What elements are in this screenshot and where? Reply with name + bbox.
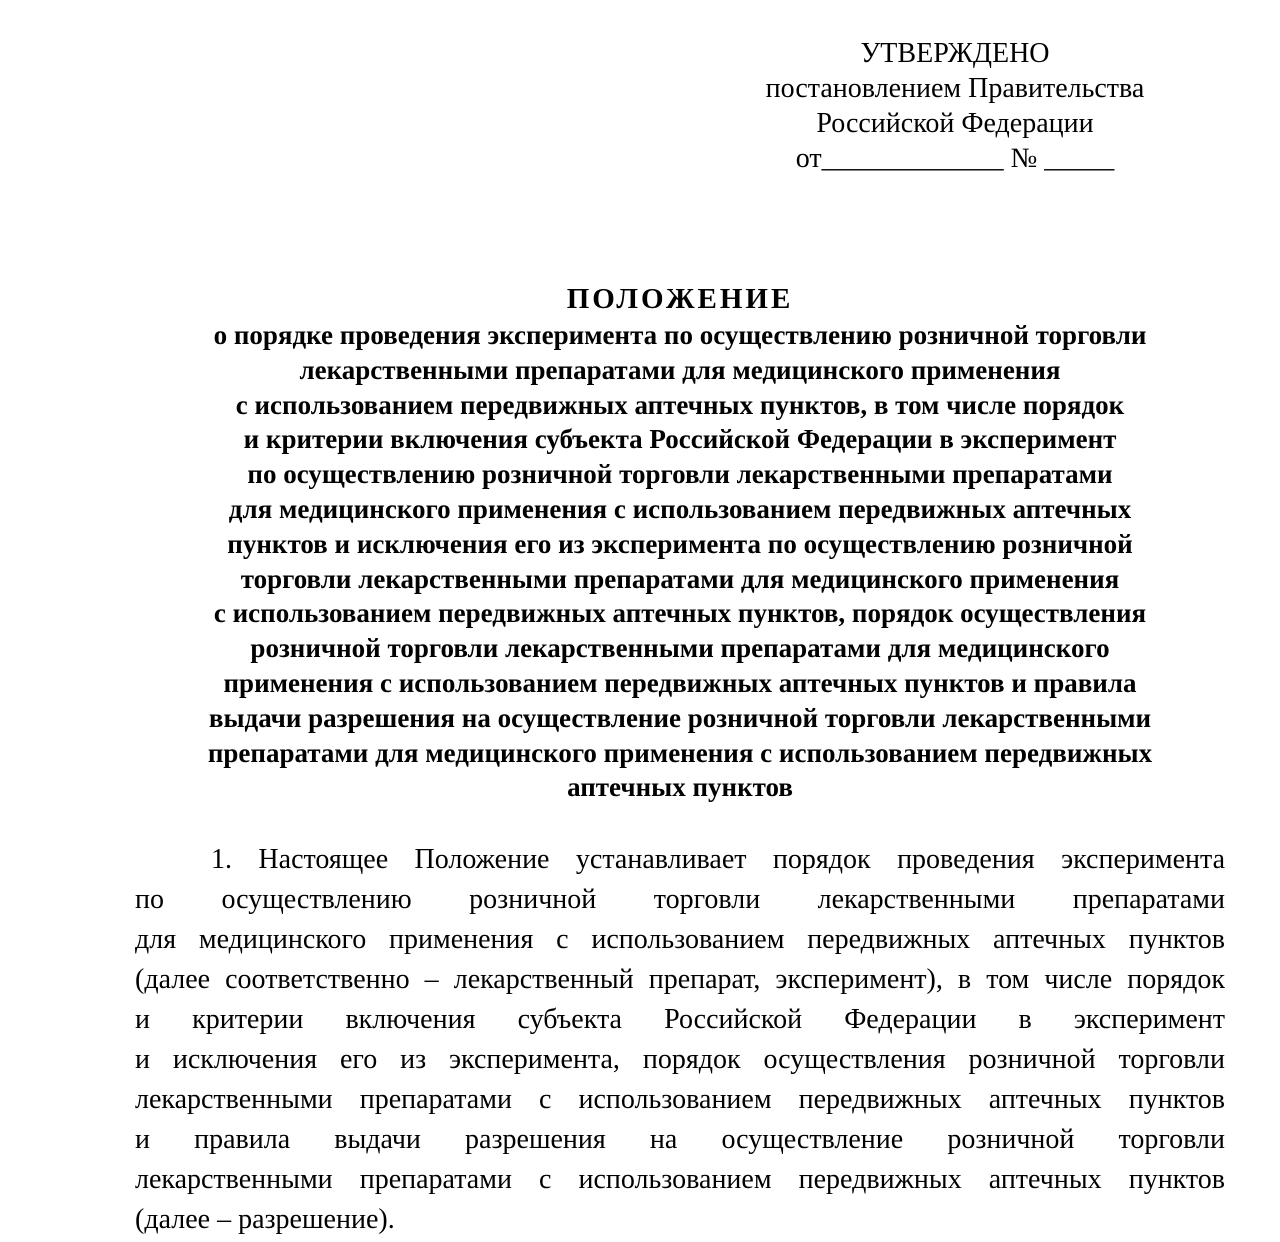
approval-authority: постановлением Правительства	[765, 73, 1145, 104]
subtitle-line: торговли лекарственными препаратами для медицинского применения	[240, 563, 1120, 594]
subtitle-line: препаратами для медицинского применения с использованием передвижных	[207, 737, 1153, 768]
subtitle-line: пунктов и исключения его из эксперимента по осуществлению розничной	[227, 528, 1133, 559]
subtitle-line: и критерии включения субъекта Российской Федерации в эксперимент	[243, 424, 1117, 455]
paragraph-line: лекарственными препаратами с использованием передвижных аптечных пунктов	[135, 1164, 1225, 1195]
paragraph-line: (далее соответственно – лекарственный препарат, эксперимент), в том числе порядок	[135, 964, 1225, 995]
approval-stamp	[700, 36, 1210, 176]
paragraph-1	[135, 840, 1225, 1240]
document-subtitle	[100, 318, 1260, 805]
subtitle-line: о порядке проведения эксперимента по осуществлению розничной торговли	[213, 320, 1147, 350]
subtitle-line: аптечных пунктов	[567, 772, 793, 803]
document-title-block	[100, 280, 1260, 805]
subtitle-line: выдачи разрешения на осуществление розничной торговли лекарственными	[208, 702, 1152, 733]
subtitle-line: для медицинского применения с использованием передвижных аптечных	[228, 493, 1132, 524]
paragraph-line: и исключения его из эксперимента, порядок осуществления розничной торговли	[135, 1044, 1225, 1075]
approval-authority-country: Российской Федерации	[816, 108, 1094, 139]
subtitle-line: розничной торговли лекарственными препаратами для медицинского	[250, 633, 1110, 664]
paragraph-line: по осуществлению розничной торговли лекарственными препаратами	[135, 884, 1225, 915]
approval-heading: УТВЕРЖДЕНО	[860, 38, 1050, 69]
subtitle-line: с использованием передвижных аптечных пунктов, в том числе порядок	[235, 389, 1125, 420]
paragraph-line: лекарственными препаратами с использованием передвижных аптечных пунктов	[135, 1084, 1225, 1115]
approval-date-number: от_____________ № _____	[795, 143, 1115, 174]
paragraph-line: и правила выдачи разрешения на осуществление розничной торговли	[135, 1124, 1225, 1155]
subtitle-line: с использованием передвижных аптечных пунктов, порядок осуществления	[213, 598, 1147, 629]
paragraph-line: (далее – разрешение).	[135, 1204, 395, 1235]
subtitle-line: применения с использованием передвижных аптечных пунктов и правила	[223, 667, 1137, 698]
subtitle-line: лекарственными препаратами для медицинского применения	[299, 354, 1061, 385]
paragraph-line: 1. Настоящее Положение устанавливает порядок проведения эксперимента	[211, 844, 1225, 875]
document-title: ПОЛОЖЕНИЕ	[566, 283, 794, 315]
paragraph-line: и критерии включения субъекта Российской Федерации в эксперимент	[135, 1004, 1225, 1035]
paragraph-line: для медицинского применения с использованием передвижных аптечных пунктов	[135, 924, 1225, 955]
subtitle-line: по осуществлению розничной торговли лекарственными препаратами	[247, 459, 1113, 490]
